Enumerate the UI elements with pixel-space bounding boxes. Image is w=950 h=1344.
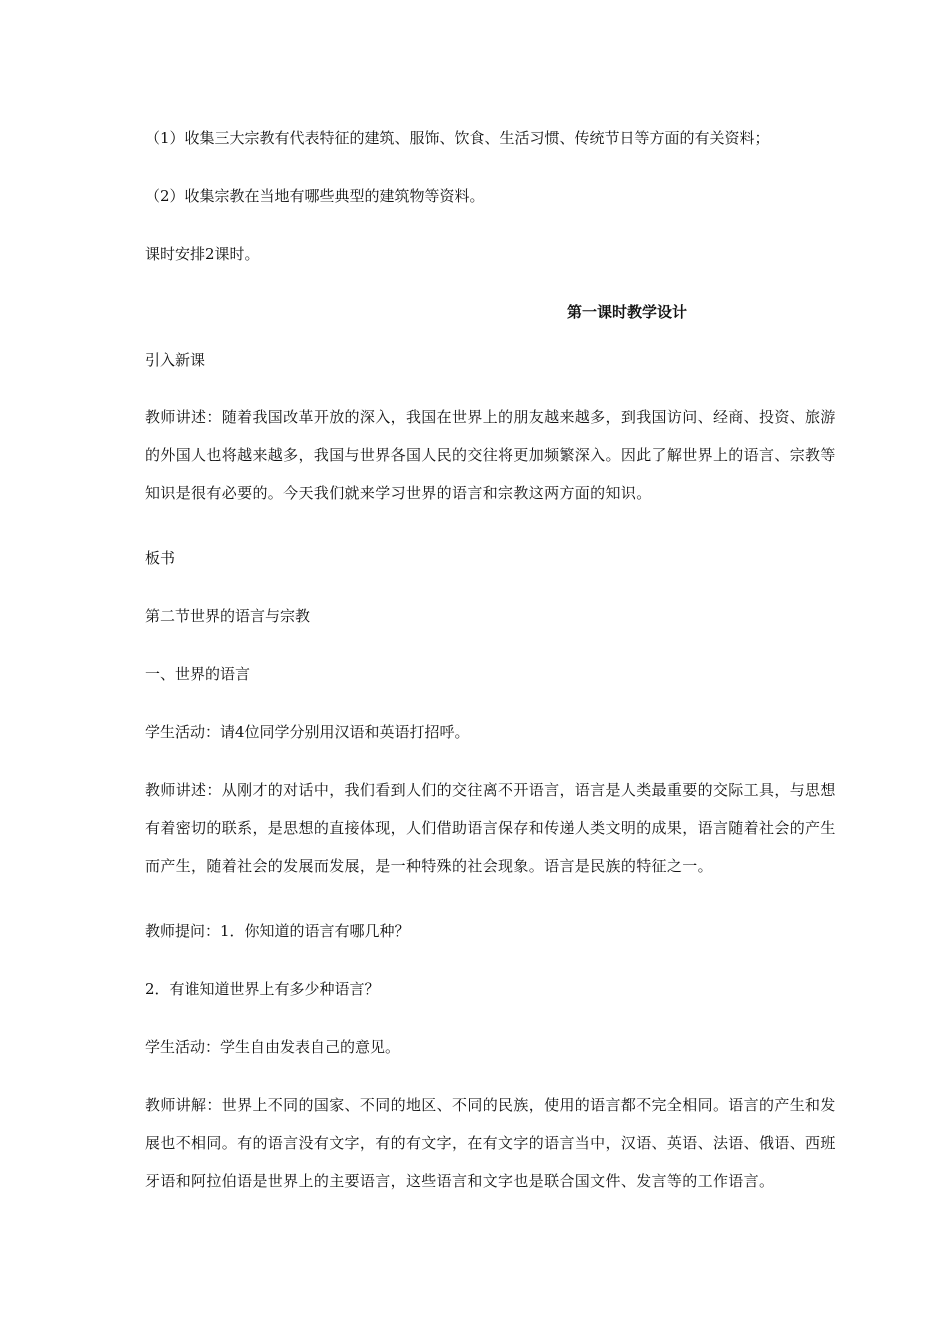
student-activity-1: 学生活动：请4位同学分别用汉语和英语打招呼。: [145, 723, 470, 741]
teacher-explanation-line: 教师讲解：世界上不同的国家、不同的地区、不同的民族，使用的语言都不完全相同。语言的产生和发: [145, 1096, 836, 1114]
teacher-narration-paragraph: [145, 771, 910, 885]
teacher-explanation-line: 牙语和阿拉伯语是世界上的主要语言，这些语言和文字也是联合国文件、发言等的工作语言。: [145, 1172, 775, 1190]
prep-item-1: （1）收集三大宗教有代表特征的建筑、服饰、饮食、生活习惯、传统节日等方面的有关资料；: [145, 129, 770, 147]
board-heading: 板书: [145, 549, 176, 567]
section-title: 第二节世界的语言与宗教: [145, 607, 311, 625]
teacher-explanation-paragraph: [145, 1086, 910, 1200]
teacher-intro-line: 教师讲述：随着我国改革开放的深入，我国在世界上的朋友越来越多，到我国访问、经商、投资、旅游: [145, 408, 836, 426]
teacher-narration-line: 教师讲述：从刚才的对话中，我们看到人们的交往离不开语言，语言是人类最重要的交际工具，与思想: [145, 781, 836, 799]
teacher-narration-line: 有着密切的联系，是思想的直接体现，人们借助语言保存和传递人类文明的成果，语言随着社会的产生: [145, 819, 836, 837]
intro-heading: 引入新课: [145, 351, 206, 369]
student-activity-2: 学生活动：学生自由发表自己的意见。: [145, 1038, 401, 1056]
prep-item-2: （2）收集宗教在当地有哪些典型的建筑物等资料。: [145, 187, 485, 205]
teacher-question-2: 2．有谁知道世界上有多少种语言？: [145, 980, 380, 998]
teacher-explanation-line: 展也不相同。有的语言没有文字，有的有文字，在有文字的语言当中，汉语、英语、法语、俄语、西班: [145, 1134, 836, 1152]
teacher-intro-line: 知识是很有必要的。今天我们就来学习世界的语言和宗教这两方面的知识。: [145, 484, 652, 502]
teacher-question-1: 教师提问：1．你知道的语言有哪几种？: [145, 922, 410, 940]
teacher-narration-line: 而产生，随着社会的发展而发展，是一种特殊的社会现象。语言是民族的特征之一。: [145, 857, 713, 875]
subsection-title: 一、世界的语言: [145, 665, 251, 683]
lesson-title: 第一课时教学设计: [567, 303, 688, 321]
teacher-intro-paragraph: [145, 398, 910, 512]
schedule-text: 课时安排2课时。: [145, 245, 260, 263]
teacher-intro-line: 的外国人也将越来越多，我国与世界各国人民的交往将更加频繁深入。因此了解世界上的语言、宗教等: [145, 446, 836, 464]
